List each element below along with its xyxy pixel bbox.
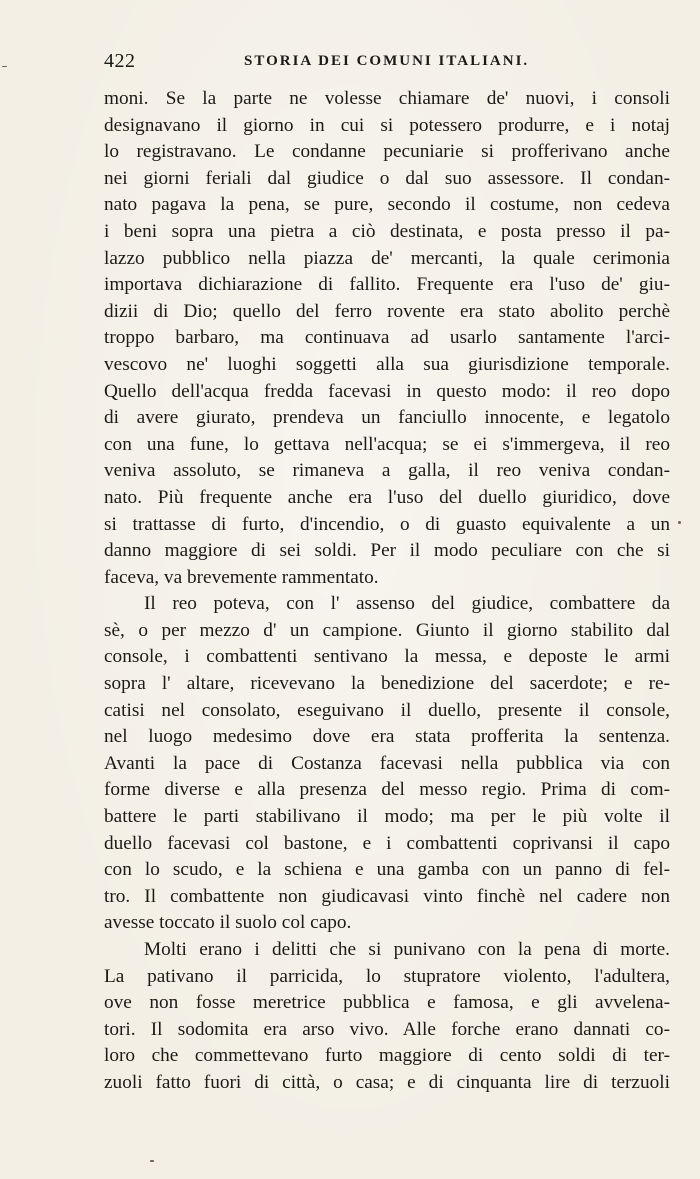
text-line: nato. Più frequente anche era l'uso del duello giuridico, dove xyxy=(104,486,670,508)
text-line: loro che commettevano furto maggiore di cento soldi di ter- xyxy=(104,1045,670,1067)
text-line: nei giorni feriali dal giudice o dal suo assessore. Il condan- xyxy=(104,167,670,189)
text-line: moni. Se la parte ne volesse chiamare de' nuovi, i consoli xyxy=(104,88,670,109)
text-line: zuoli fatto fuori di città, o casa; e di cinquanta lire di terzuoli xyxy=(104,1071,670,1093)
text-line: Molti erano i delitti che si punivano con la pena di morte. xyxy=(144,939,670,960)
text-line: La pativano il parricida, lo stupratore violento, l'adultera, xyxy=(104,965,670,987)
text-line: dizii di Dio; quello del ferro rovente era stato abolito perchè xyxy=(104,300,670,322)
paper-speck xyxy=(150,1160,154,1162)
page-header xyxy=(104,50,674,76)
paragraph-1 xyxy=(104,86,670,591)
text-line: Il reo poteva, con l' assenso del giudice, combattere da xyxy=(144,593,670,615)
text-line: lo registravano. Le condanne pecuniarie si profferivano anche xyxy=(104,141,670,163)
text-line: Quello dell'acqua fredda facevasi in questo modo: il reo dopo xyxy=(104,380,670,402)
paragraph-2 xyxy=(104,591,670,937)
text-line: faceva, va brevemente rammentato. xyxy=(104,566,379,588)
paragraph-3 xyxy=(104,937,670,1097)
paper-speck xyxy=(678,521,681,524)
page-number: 422 xyxy=(104,50,136,72)
text-line: battere le parti stabilivano il modo; ma per le più volte il xyxy=(104,806,670,828)
text-line: con lo scudo, e la schiena e una gamba con un panno di fel- xyxy=(104,859,670,881)
paper-speck xyxy=(2,66,7,67)
body-text xyxy=(104,86,670,1097)
text-line: ove non fosse meretrice pubblica e famosa, e gli avvelena- xyxy=(104,992,670,1014)
text-line: tori. Il sodomita era arso vivo. Alle forche erano dannati co- xyxy=(104,1018,670,1040)
text-line: con una fune, lo gettava nell'acqua; se ei s'immergeva, il reo xyxy=(104,433,670,455)
text-line: nel luogo medesimo dove era stata profferita la sentenza. xyxy=(104,726,670,748)
text-line: troppo barbaro, ma continuava ad usarlo santamente l'arci- xyxy=(104,327,670,349)
text-line: si trattasse di furto, d'incendio, o di guasto equivalente a un xyxy=(104,513,670,535)
text-line: danno maggiore di sei soldi. Per il modo peculiare con che si xyxy=(104,540,670,562)
text-line: designavano il giorno in cui si potessero produrre, e i notaj xyxy=(104,114,670,136)
text-line: forme diverse e alla presenza del messo regio. Prima di com- xyxy=(104,779,670,801)
text-line: nato pagava la pena, se pure, secondo il costume, non cedeva xyxy=(104,194,670,216)
text-line: sè, o per mezzo d' un campione. Giunto il giorno stabilito dal xyxy=(104,619,670,641)
text-line: veniva assoluto, se rimaneva a galla, il reo veniva condan- xyxy=(104,460,670,482)
text-line: lazzo pubblico nella piazza de' mercanti, la quale cerimonia xyxy=(104,247,670,269)
text-line: di avere giurato, prendeva un fanciullo innocente, e legatolo xyxy=(104,407,670,429)
text-line: importava dichiarazione di fallito. Frequente era l'uso de' giu- xyxy=(104,274,670,296)
text-line: i beni sopra una pietra a ciò destinata, e posta presso il pa- xyxy=(104,220,670,242)
text-line: console, i combattenti sentivano la messa, e deposte le armi xyxy=(104,646,670,668)
text-line: avesse toccato il suolo col capo. xyxy=(104,912,352,934)
running-title: STORIA DEI COMUNI ITALIANI. xyxy=(244,53,530,69)
text-line: catisi nel consolato, eseguivano il duello, presente il console, xyxy=(104,699,670,721)
text-line: sopra l' altare, ricevevano la benedizione del sacerdote; e re- xyxy=(104,673,670,695)
text-line: Avanti la pace di Costanza facevasi nella pubblica via con xyxy=(104,752,670,774)
text-line: vescovo ne' luoghi soggetti alla sua giurisdizione temporale. xyxy=(104,353,670,375)
text-line: duello facevasi col bastone, e i combattenti coprivansi il capo xyxy=(104,832,670,854)
text-line: tro. Il combattente non giudicavasi vinto finchè nel cadere non xyxy=(104,885,670,907)
